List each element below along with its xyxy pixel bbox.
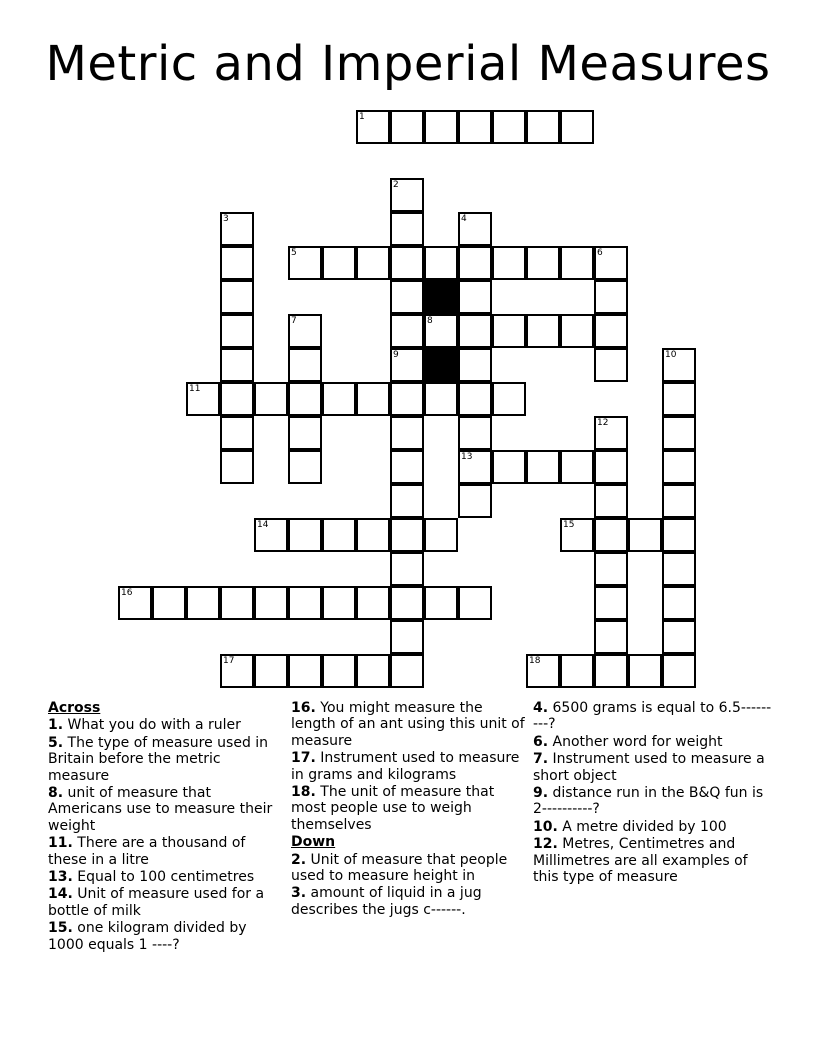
grid-cell[interactable] (288, 654, 322, 688)
clue-number-label: 11. (48, 835, 73, 852)
grid-cell[interactable] (390, 110, 424, 144)
clue-text: There are a thousand of these in a litre (48, 835, 246, 868)
grid-cell[interactable] (526, 110, 560, 144)
grid-cell[interactable] (390, 314, 424, 348)
grid-cell[interactable] (356, 246, 390, 280)
grid-cell[interactable] (662, 518, 696, 552)
grid-cell[interactable] (526, 314, 560, 348)
clue-number: 11 (189, 384, 201, 394)
grid-cell[interactable] (220, 450, 254, 484)
clue-number-label: 15. (48, 920, 73, 937)
clue-item (48, 785, 284, 834)
clue-text: The type of measure used in Britain before the metric measure (48, 734, 269, 784)
grid-cell[interactable] (288, 518, 322, 552)
grid-cell[interactable] (356, 382, 390, 416)
clue-number: 3 (223, 214, 229, 224)
grid-cell[interactable] (560, 450, 594, 484)
grid-cell[interactable] (594, 280, 628, 314)
grid-cell[interactable] (662, 382, 696, 416)
clue-text: amount of liquid in a jug describes the jugs c------. (291, 885, 482, 918)
clue-item (48, 869, 284, 885)
grid-cell[interactable] (458, 484, 492, 518)
grid-cell[interactable] (424, 518, 458, 552)
clue-text: Instrument used to measure in grams and kilograms (291, 750, 520, 783)
clue-column-3 (533, 700, 773, 886)
clue-number-label: 5. (48, 734, 64, 751)
grid-cell[interactable] (662, 586, 696, 620)
clue-item (533, 734, 773, 750)
grid-cell[interactable] (458, 382, 492, 416)
grid-cell[interactable] (390, 620, 424, 654)
clue-number-label: 10. (533, 818, 558, 835)
grid-cell[interactable] (458, 110, 492, 144)
grid-cell[interactable] (356, 586, 390, 620)
clue-item (291, 852, 531, 885)
grid-cell[interactable] (152, 586, 186, 620)
grid-cell[interactable] (492, 450, 526, 484)
clue-number-label: 13. (48, 869, 73, 886)
grid-cell[interactable] (492, 246, 526, 280)
clue-item (48, 886, 284, 919)
grid-cell[interactable] (390, 212, 424, 246)
grid-cell[interactable] (560, 314, 594, 348)
clue-item (533, 836, 773, 885)
grid-cell[interactable] (458, 450, 492, 484)
grid-cell[interactable] (492, 110, 526, 144)
clue-item (291, 700, 531, 749)
grid-cell[interactable] (594, 620, 628, 654)
grid-block-cell (424, 348, 458, 382)
clue-number-label: 14. (48, 886, 73, 903)
page-title: Metric and Imperial Measures (45, 36, 771, 92)
clue-text: Instrument used to measure a short object (533, 751, 765, 784)
grid-cell[interactable] (288, 416, 322, 450)
clue-text: one kilogram divided by 1000 equals 1 ----? (48, 920, 247, 953)
clue-number-label: 16. (291, 700, 316, 716)
grid-cell[interactable] (254, 654, 288, 688)
grid-cell[interactable] (390, 450, 424, 484)
grid-cell[interactable] (390, 246, 424, 280)
clue-number: 2 (393, 180, 399, 190)
grid-cell[interactable] (424, 110, 458, 144)
grid-cell[interactable] (492, 314, 526, 348)
clue-number-label: 9. (533, 785, 549, 802)
grid-cell[interactable] (288, 314, 322, 348)
grid-cell[interactable] (560, 246, 594, 280)
clue-item (48, 835, 284, 868)
grid-cell[interactable] (220, 382, 254, 416)
clue-number: 9 (393, 350, 399, 360)
grid-cell[interactable] (594, 314, 628, 348)
clue-text: 6500 grams is equal to 6.5---------? (533, 700, 772, 733)
clue-number-label: 8. (48, 785, 64, 802)
clue-text: Another word for weight (548, 733, 723, 750)
clue-text: What you do with a ruler (63, 717, 241, 734)
clue-number: 1 (359, 112, 365, 122)
grid-cell[interactable] (254, 586, 288, 620)
grid-cell[interactable] (560, 518, 594, 552)
clue-text: The unit of measure that most people use to weigh themselves (291, 784, 495, 833)
clue-number: 14 (257, 520, 269, 530)
grid-cell[interactable] (356, 654, 390, 688)
grid-cell[interactable] (390, 382, 424, 416)
grid-cell[interactable] (288, 348, 322, 382)
grid-cell[interactable] (458, 280, 492, 314)
clue-number: 6 (597, 248, 603, 258)
grid-cell[interactable] (220, 654, 254, 688)
grid-cell[interactable] (458, 348, 492, 382)
clue-number: 18 (529, 656, 541, 666)
clue-number: 16 (121, 588, 133, 598)
grid-cell[interactable] (288, 246, 322, 280)
grid-cell[interactable] (322, 518, 356, 552)
clue-text: Metres, Centimetres and Millimetres are all examples of this type of measure (533, 836, 748, 886)
clue-item (48, 735, 284, 784)
grid-cell[interactable] (560, 110, 594, 144)
grid-cell[interactable] (594, 484, 628, 518)
clue-number-label: 1. (48, 717, 64, 734)
grid-cell[interactable] (458, 314, 492, 348)
clue-item (533, 700, 773, 733)
clue-number: 4 (461, 214, 467, 224)
grid-cell[interactable] (662, 620, 696, 654)
grid-cell[interactable] (458, 212, 492, 246)
grid-cell[interactable] (458, 586, 492, 620)
grid-cell[interactable] (662, 654, 696, 688)
clue-item (533, 751, 773, 784)
clue-number-label: 2. (291, 851, 307, 868)
grid-cell[interactable] (390, 416, 424, 450)
grid-cell[interactable] (220, 416, 254, 450)
grid-cell[interactable] (390, 586, 424, 620)
grid-cell[interactable] (424, 382, 458, 416)
clue-number: 7 (291, 316, 297, 326)
grid-cell[interactable] (458, 416, 492, 450)
clue-number-label: 18. (291, 784, 316, 801)
grid-cell[interactable] (628, 518, 662, 552)
clue-number: 13 (461, 452, 473, 462)
clue-text: You might measure the length of an ant using this unit of measure (291, 700, 525, 749)
clue-text: Unit of measure used for a bottle of milk (48, 886, 265, 919)
clue-text: Equal to 100 centimetres (72, 869, 255, 886)
grid-cell[interactable] (390, 654, 424, 688)
grid-cell[interactable] (390, 280, 424, 314)
grid-cell[interactable] (628, 654, 662, 688)
grid-cell[interactable] (594, 416, 628, 450)
grid-cell[interactable] (220, 212, 254, 246)
grid-cell[interactable] (356, 110, 390, 144)
grid-cell[interactable] (322, 382, 356, 416)
grid-cell[interactable] (594, 586, 628, 620)
grid-cell[interactable] (288, 450, 322, 484)
grid-cell[interactable] (186, 586, 220, 620)
grid-cell[interactable] (560, 654, 594, 688)
grid-cell[interactable] (186, 382, 220, 416)
grid-cell[interactable] (594, 246, 628, 280)
clue-number-label: 12. (533, 836, 558, 853)
grid-cell[interactable] (424, 586, 458, 620)
grid-cell[interactable] (390, 518, 424, 552)
clue-number-label: 3. (291, 885, 307, 902)
clue-number-label: 6. (533, 733, 549, 750)
clue-text: A metre divided by 100 (557, 818, 727, 835)
grid-cell[interactable] (322, 246, 356, 280)
grid-cell[interactable] (662, 484, 696, 518)
grid-cell[interactable] (594, 518, 628, 552)
clue-column-2 (291, 700, 531, 919)
down-header: Down (291, 834, 336, 851)
across-header: Across (48, 700, 101, 716)
grid-cell[interactable] (254, 382, 288, 416)
clue-number: 8 (427, 316, 433, 326)
clue-text: unit of measure that Americans use to measure their weight (48, 785, 273, 834)
clue-item (48, 717, 284, 733)
clue-number-label: 4. (533, 700, 549, 716)
clue-item (291, 885, 531, 918)
grid-cell[interactable] (390, 348, 424, 382)
clue-item (533, 785, 773, 818)
grid-cell[interactable] (356, 518, 390, 552)
grid-cell[interactable] (322, 654, 356, 688)
clue-number: 15 (563, 520, 575, 530)
clue-item (48, 920, 284, 953)
grid-cell[interactable] (288, 382, 322, 416)
clue-number: 12 (597, 418, 609, 428)
grid-cell[interactable] (526, 654, 560, 688)
clue-item (291, 784, 531, 833)
clue-column-1 (48, 700, 284, 954)
clue-number: 5 (291, 248, 297, 258)
grid-cell[interactable] (220, 586, 254, 620)
grid-block-cell (424, 280, 458, 314)
grid-cell[interactable] (526, 246, 560, 280)
grid-cell[interactable] (458, 246, 492, 280)
clue-item (291, 750, 531, 783)
grid-cell[interactable] (594, 450, 628, 484)
clue-number-label: 7. (533, 751, 549, 768)
grid-cell[interactable] (322, 586, 356, 620)
grid-cell[interactable] (220, 280, 254, 314)
grid-cell[interactable] (662, 450, 696, 484)
grid-cell[interactable] (220, 246, 254, 280)
clue-number-label: 17. (291, 750, 316, 767)
grid-cell[interactable] (492, 382, 526, 416)
grid-cell[interactable] (594, 552, 628, 586)
grid-cell[interactable] (220, 348, 254, 382)
clue-number: 17 (223, 656, 235, 666)
grid-cell[interactable] (526, 450, 560, 484)
grid-cell[interactable] (254, 518, 288, 552)
grid-cell[interactable] (390, 484, 424, 518)
clue-text: distance run in the B&Q fun is 2----------? (533, 785, 764, 818)
grid-cell[interactable] (662, 348, 696, 382)
clue-item (533, 819, 773, 835)
grid-cell[interactable] (424, 314, 458, 348)
grid-cell[interactable] (220, 314, 254, 348)
grid-cell[interactable] (390, 552, 424, 586)
grid-cell[interactable] (594, 348, 628, 382)
grid-cell[interactable] (662, 416, 696, 450)
clue-number: 10 (665, 350, 677, 360)
grid-cell[interactable] (662, 552, 696, 586)
grid-cell[interactable] (424, 246, 458, 280)
grid-cell[interactable] (594, 654, 628, 688)
grid-cell[interactable] (118, 586, 152, 620)
grid-cell[interactable] (390, 178, 424, 212)
clue-text: Unit of measure that people used to measure height in (291, 851, 508, 885)
grid-cell[interactable] (288, 586, 322, 620)
